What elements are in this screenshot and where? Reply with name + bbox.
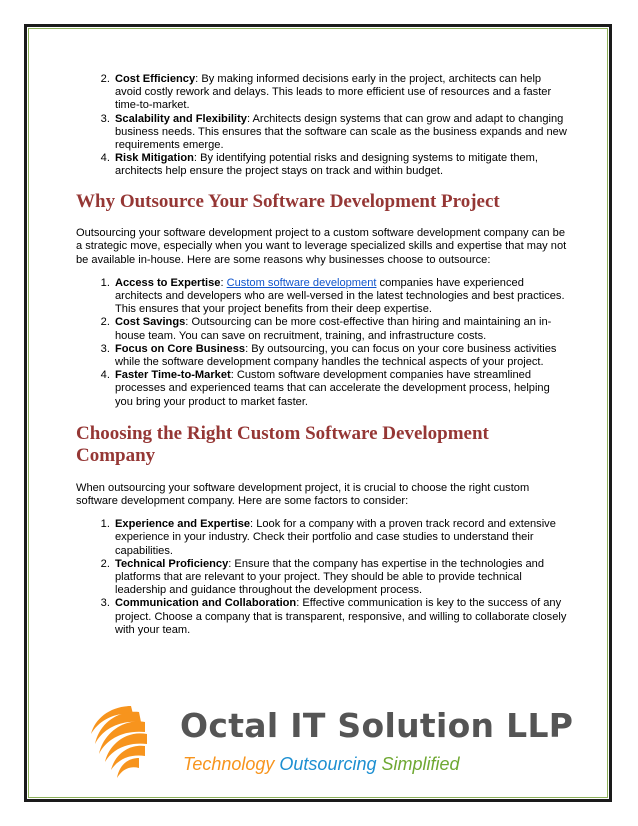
logo-tagline [183, 754, 460, 775]
octal-swirl-logo-icon [81, 698, 177, 788]
custom-software-development-link[interactable]: Custom software development [226, 276, 377, 289]
item-text: : Look for a company with a proven track record and extensive experience in your industry. Check their portfolio and case studies to understand their capabilities. [115, 518, 556, 557]
benefits-list [76, 73, 568, 179]
section-intro: Outsourcing your software development project to a custom software development company can be a strategic move, especially when you want to leverage specialized skills and expertise that may not be available in-house. Here are some reasons why businesses choose to outsource: [76, 227, 567, 266]
list-item [113, 152, 568, 178]
list-item [113, 343, 568, 369]
item-term: Access to Expertise [115, 276, 221, 289]
item-text: : By outsourcing, you can focus on your core business activities while the software development company handles the technical aspects of your project. [115, 342, 557, 368]
list-item [113, 316, 568, 342]
logo-company-name: Octal IT Solution LLP [180, 706, 574, 745]
factors-list [76, 518, 568, 637]
item-term: Cost Savings [115, 316, 186, 329]
item-text: companies have experienced architects and developers who are well-versed in the latest technologies and best practices. This ensures that your project benefits from their deep expertise. [115, 276, 565, 316]
section-intro: When outsourcing your software development project, it is crucial to choose the right custom software development company. Here are some factors to consider: [76, 481, 530, 507]
item-text: : By identifying potential risks and designing systems to mitigate them, architects help ensure the project stays on track and within budget. [115, 152, 538, 178]
list-item [113, 558, 568, 598]
document-body [76, 73, 568, 637]
company-logo-banner [75, 694, 574, 788]
tagline-word: Simplified [381, 754, 460, 774]
item-term: Experience and Expertise [115, 518, 251, 531]
tagline-word: Technology [183, 754, 275, 774]
section-heading-outsource: Why Outsource Your Software Development Project [76, 190, 500, 212]
item-term: Scalability and Flexibility [115, 112, 247, 125]
item-term: Focus on Core Business [115, 342, 246, 355]
list-item [113, 113, 568, 153]
item-term: Cost Efficiency [115, 73, 196, 85]
list-item [113, 73, 568, 113]
item-term: Faster Time-to-Market [115, 369, 231, 382]
item-text: : Ensure that the company has expertise in the technologies and platforms that are relevant to your project. They should be able to provide technical leadership and guidance throughout the development process. [115, 557, 545, 597]
item-text: : Custom software development companies have streamlined processes and experienced teams that can accelerate the development process, helping you bring your product to market faster. [115, 369, 550, 408]
item-text: : [220, 276, 227, 289]
item-text: : Effective communication is key to the success of any project. Choose a company that is transparent, responsive, and willing to collaborate closely with your team. [115, 597, 567, 636]
list-item [113, 518, 568, 558]
item-term: Risk Mitigation [115, 152, 194, 165]
section-heading-choosing: Choosing the Right Custom Software Development Company [76, 422, 489, 467]
list-item [113, 277, 568, 317]
outsource-reasons-list [76, 277, 568, 409]
list-item [113, 597, 568, 637]
item-text: : By making informed decisions early in the project, architects can help avoid costly rework and delays. This leads to more efficient use of resources and a faster time-to-market. [115, 73, 552, 112]
item-text: : Architects design systems that can grow and adapt to changing business needs. This ensures that the software can scale as the business expands and new requirements emerge. [115, 112, 567, 152]
tagline-word: Outsourcing [279, 754, 377, 774]
item-term: Technical Proficiency [115, 557, 229, 570]
list-item [113, 369, 568, 409]
item-term: Communication and Collaboration [115, 597, 297, 610]
item-text: : Outsourcing can be more cost-effective than hiring and maintaining an in-house team. You can save on recruitment, training, and infrastructure costs. [115, 316, 552, 342]
